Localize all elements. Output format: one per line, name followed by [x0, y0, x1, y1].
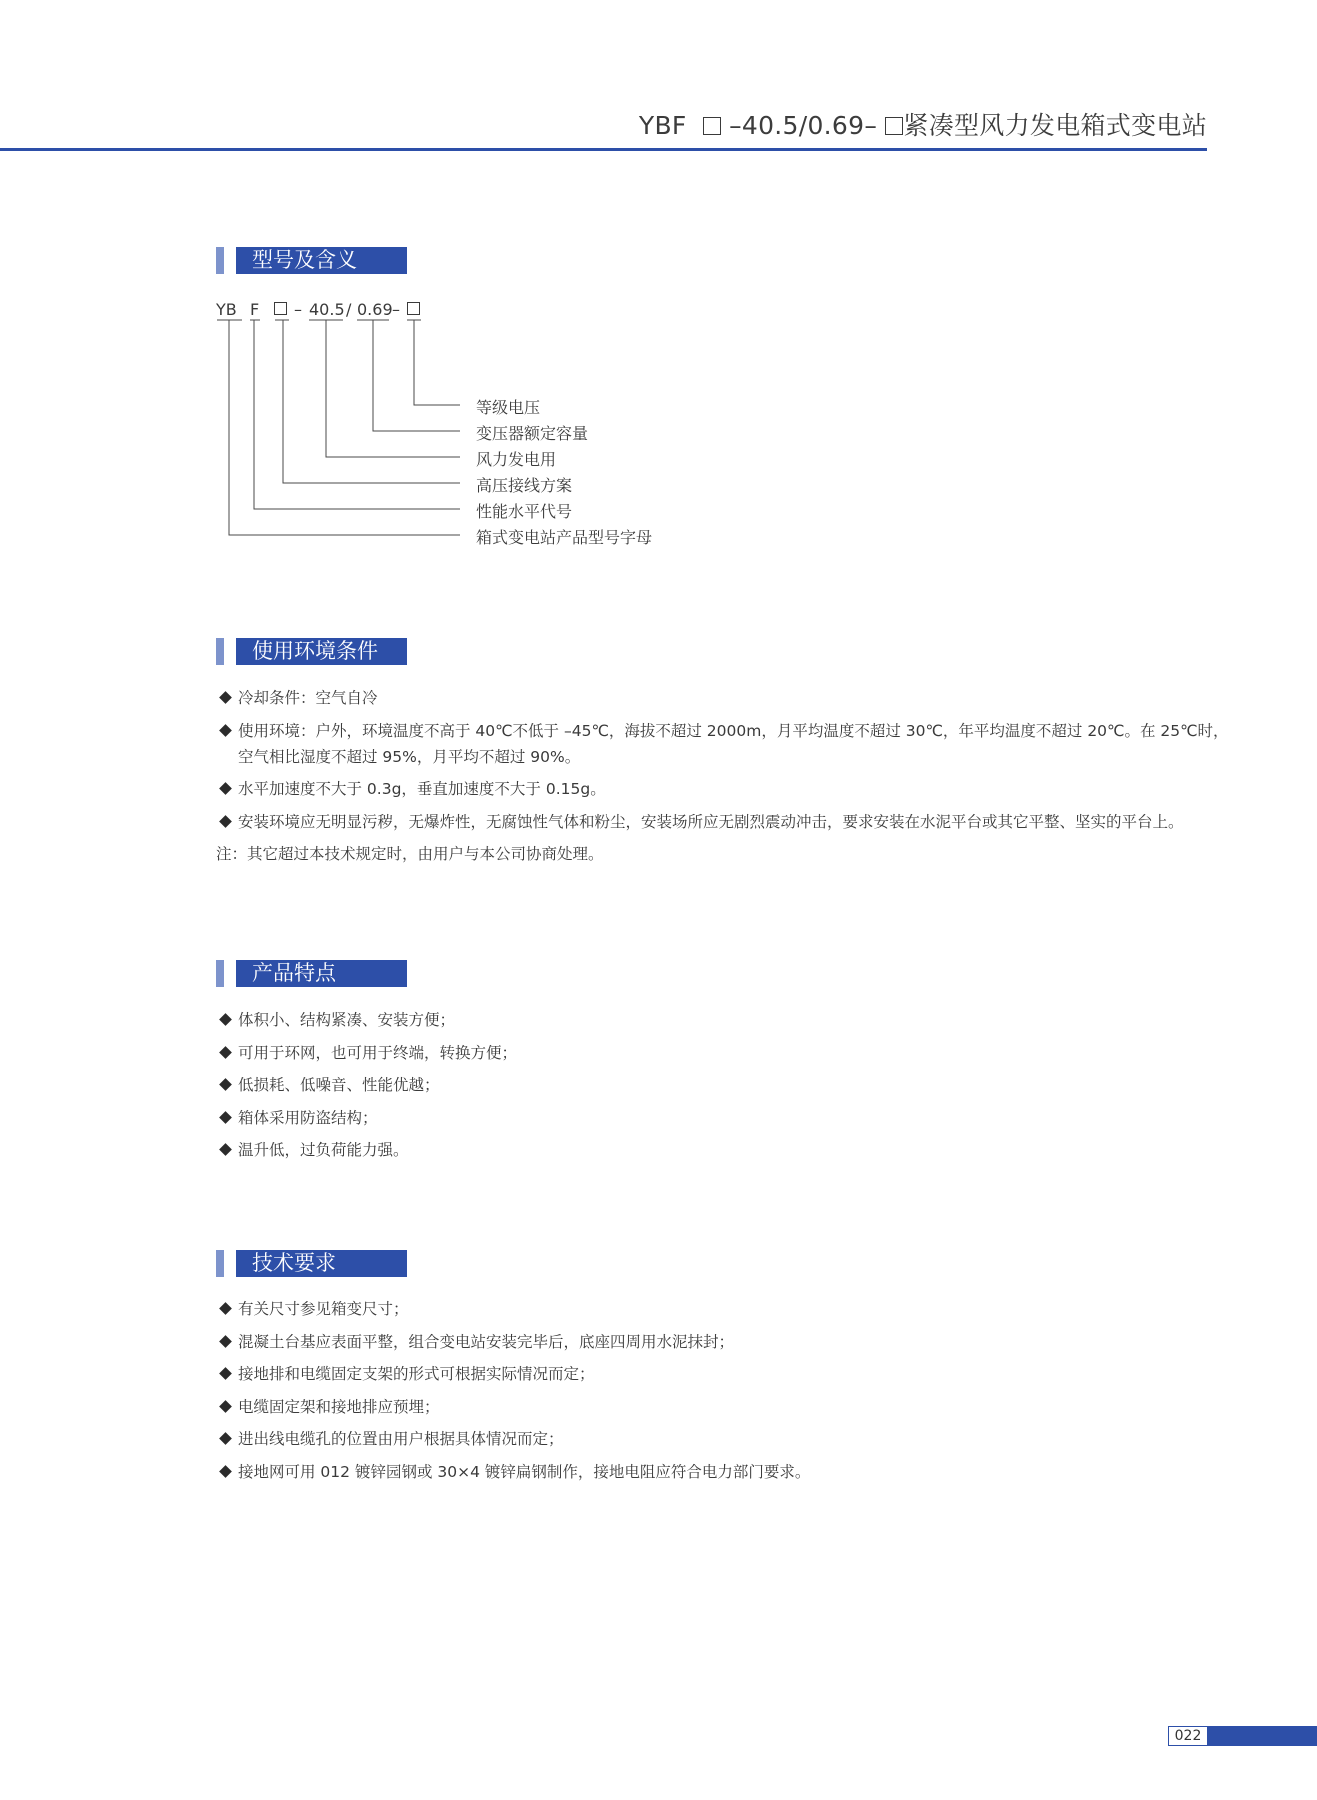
list-item	[218, 1460, 810, 1484]
list-item-text: 使用环境：户外，环境温度不高于 40℃不低于 –45℃，海拔不超过 2000m，月平均温度不超过 30℃，年平均温度不超过 20℃。在 25℃时，	[238, 722, 1229, 740]
code-box-1	[274, 302, 287, 315]
diamond-bullet-icon	[219, 815, 232, 828]
meaning-item: 变压器额定容量	[476, 424, 589, 443]
list-item-text: 温升低，过负荷能力强。	[238, 1141, 409, 1159]
meaning-item: 箱式变电站产品型号字母	[476, 528, 653, 547]
code-slash: /	[346, 300, 352, 319]
code-f: F	[250, 300, 260, 319]
list-item	[218, 719, 1229, 743]
diamond-bullet-icon	[219, 1465, 232, 1478]
section-accent	[216, 247, 224, 274]
header-title-mid: –40.5/0.69–	[720, 111, 886, 140]
header-title-suffix: 紧凑型风力发电箱式变电站	[903, 111, 1207, 140]
list-item	[218, 777, 606, 801]
list-item-text: 接地网可用 012 镀锌园钢或 30×4 镀锌扁钢制作，接地电阻应符合电力部门要求。	[238, 1463, 811, 1481]
list-item	[218, 810, 1184, 834]
list-item	[218, 1138, 409, 1162]
placeholder-box	[703, 117, 721, 135]
diamond-bullet-icon	[219, 1400, 232, 1413]
list-item-text: 有关尺寸参见箱变尺寸；	[238, 1300, 409, 1318]
diamond-bullet-icon	[219, 1143, 232, 1156]
diamond-bullet-icon	[219, 1046, 232, 1059]
meaning-item: 等级电压	[476, 398, 541, 417]
diamond-bullet-icon	[219, 1335, 232, 1348]
section-env	[216, 638, 407, 665]
list-item-text: 安装环境应无明显污秽，无爆炸性，无腐蚀性气体和粉尘，安装场所应无剧烈震动冲击，要求安装在水泥平台或其它平整、坚实的平台上。	[238, 813, 1184, 831]
leader-voltage-class	[414, 320, 460, 405]
code-box-2	[407, 302, 420, 315]
diamond-bullet-icon	[219, 1013, 232, 1026]
list-item-text: 可用于环网，也可用于终端，转换方便；	[238, 1044, 518, 1062]
list-item	[218, 1297, 409, 1321]
section-title: 使用环境条件	[236, 638, 407, 665]
diamond-bullet-icon	[219, 1111, 232, 1124]
code-dash-1: –	[294, 300, 302, 319]
section-accent	[216, 638, 224, 665]
list-item	[218, 686, 378, 710]
leader-performance	[254, 320, 460, 509]
page-number: 022	[1168, 1726, 1208, 1746]
diamond-bullet-icon	[219, 1432, 232, 1445]
placeholder-box	[885, 117, 903, 135]
leader-wind	[326, 320, 460, 457]
list-item-text: 接地排和电缆固定支架的形式可根据实际情况而定；	[238, 1365, 595, 1383]
leader-hv-scheme	[283, 320, 460, 483]
diamond-bullet-icon	[219, 691, 232, 704]
section-accent	[216, 1250, 224, 1277]
list-item-text: 低损耗、低噪音、性能优越；	[238, 1076, 440, 1094]
meaning-item: 性能水平代号	[476, 502, 573, 521]
list-item	[218, 1008, 455, 1032]
list-item	[218, 1106, 378, 1130]
section-tech	[216, 1250, 407, 1277]
list-item	[218, 1330, 734, 1354]
section-title: 产品特点	[236, 960, 407, 987]
section-title: 型号及含义	[236, 247, 407, 274]
list-item-text: 体积小、结构紧凑、安装方便；	[238, 1011, 456, 1029]
list-item	[218, 1395, 440, 1419]
meaning-item: 风力发电用	[476, 450, 557, 469]
leader-capacity	[373, 320, 460, 431]
list-item-text: 冷却条件：空气自冷	[238, 689, 378, 707]
list-item-text: 箱体采用防盗结构；	[238, 1109, 378, 1127]
page-number-bar	[1208, 1726, 1317, 1746]
list-item	[218, 1073, 440, 1097]
section-accent	[216, 960, 224, 987]
code-yb: YB	[216, 300, 237, 319]
list-item-continuation: 空气相比湿度不超过 95%，月平均不超过 90%。	[238, 748, 581, 766]
header-rule	[0, 148, 1207, 151]
section-features	[216, 960, 407, 987]
list-item-text: 电缆固定架和接地排应预埋；	[238, 1398, 440, 1416]
header-title-prefix: YBF	[638, 111, 687, 140]
env-note: 注：其它超过本技术规定时，由用户与本公司协商处理。	[216, 845, 604, 863]
page-header-title	[639, 106, 1207, 142]
diamond-bullet-icon	[219, 1302, 232, 1315]
diamond-bullet-icon	[219, 1367, 232, 1380]
diamond-bullet-icon	[219, 782, 232, 795]
list-item-text: 混凝土台基应表面平整，组合变电站安装完毕后，底座四周用水泥抹封；	[238, 1333, 735, 1351]
section-model	[216, 247, 407, 274]
code-voltage: 40.5	[309, 300, 345, 319]
list-item-text: 进出线电缆孔的位置由用户根据具体情况而定；	[238, 1430, 564, 1448]
diamond-bullet-icon	[219, 724, 232, 737]
list-item	[218, 1427, 564, 1451]
code-lv: 0.69	[357, 300, 393, 319]
list-item-text: 水平加速度不大于 0.3g，垂直加速度不大于 0.15g。	[238, 780, 606, 798]
leader-product-letters	[229, 320, 460, 535]
diamond-bullet-icon	[219, 1078, 232, 1091]
meaning-item: 高压接线方案	[476, 476, 573, 495]
code-dash-2: –	[392, 300, 400, 319]
section-title: 技术要求	[236, 1250, 407, 1277]
list-item	[218, 1362, 595, 1386]
list-item	[218, 1041, 517, 1065]
model-diagram-lines	[0, 0, 1317, 600]
